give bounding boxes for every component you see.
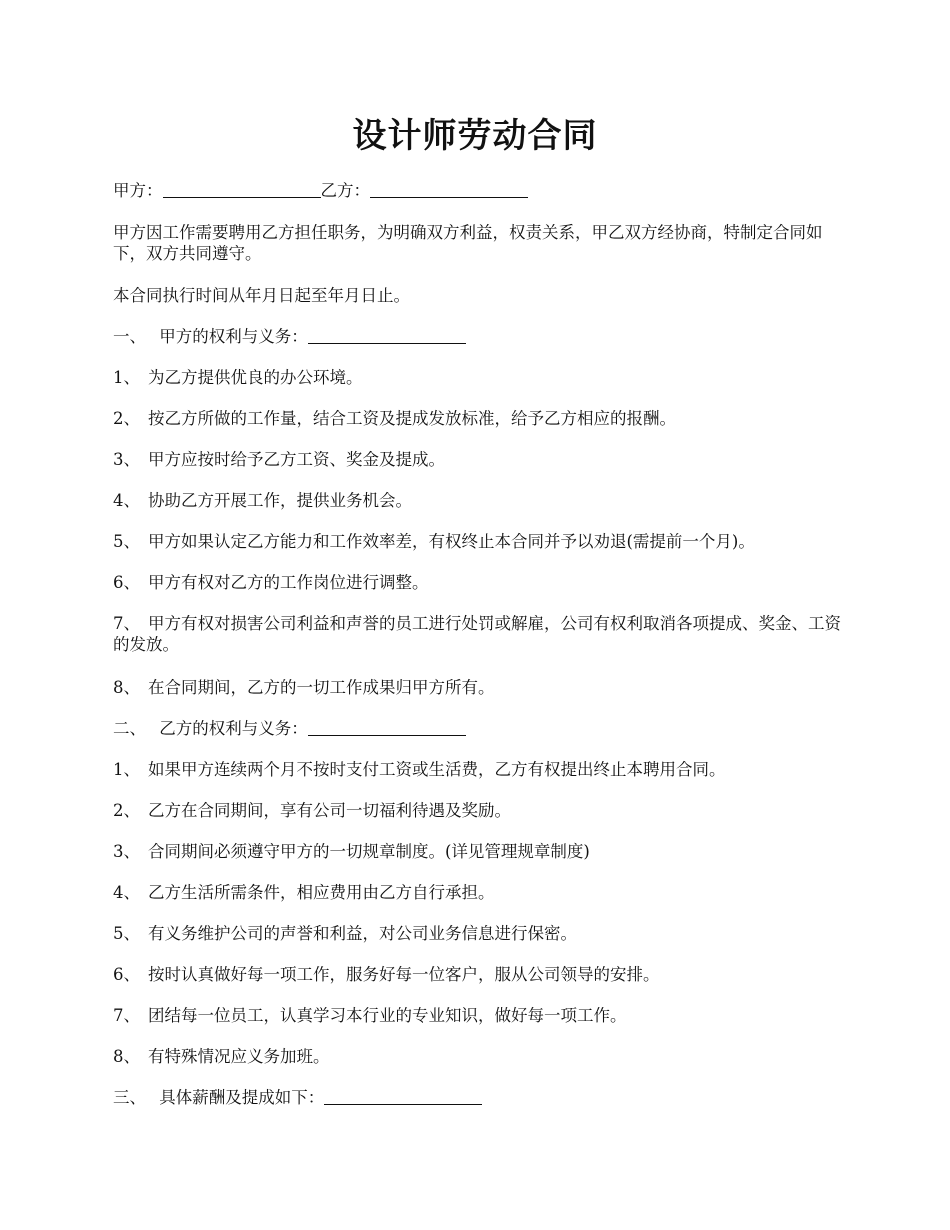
section2-item-8	[113, 1046, 843, 1067]
section3-blank	[324, 1088, 482, 1105]
section2-heading-num: 二、	[113, 719, 146, 738]
intro-paragraph: 甲方因工作需要聘用乙方担任职务，为明确双方利益，权责关系，甲乙双方经协商，特制定合同如下，双方共同遵守。	[113, 223, 823, 263]
party-b-blank	[370, 181, 528, 198]
section2-heading	[113, 718, 843, 739]
item-number: 1、	[113, 760, 140, 779]
section1-heading-num: 一、	[113, 327, 146, 346]
party-a-label: 甲方：	[113, 181, 163, 200]
item-text: 甲方如果认定乙方能力和工作效率差，有权终止本合同并予以劝退(需提前一个月)。	[148, 532, 755, 551]
item-text: 按时认真做好每一项工作，服务好每一位客户，服从公司领导的安排。	[148, 965, 660, 984]
section3-heading-text: 具体薪酬及提成如下：	[159, 1088, 325, 1107]
item-text: 乙方在合同期间，享有公司一切福利待遇及奖励。	[148, 801, 511, 820]
section1-item-4	[113, 490, 843, 511]
item-text: 有义务维护公司的声誉和利益，对公司业务信息进行保密。	[148, 924, 577, 943]
item-number: 6、	[113, 965, 140, 984]
item-text: 甲方有权对损害公司利益和声誉的员工进行处罚或解雇，公司有权利取消各项提成、奖金、工资的发放。	[113, 614, 841, 654]
term-paragraph: 本合同执行时间从年月日起至年月日止。	[113, 286, 410, 305]
section1-blank	[308, 327, 466, 344]
item-text: 为乙方提供优良的办公环境。	[148, 368, 363, 387]
item-text: 甲方有权对乙方的工作岗位进行调整。	[148, 573, 429, 592]
item-number: 3、	[113, 450, 140, 469]
item-text: 甲方应按时给予乙方工资、奖金及提成。	[148, 450, 445, 469]
section1-item-8	[113, 677, 843, 698]
item-number: 5、	[113, 532, 140, 551]
section1-item-2	[113, 408, 843, 429]
item-text: 团结每一位员工，认真学习本行业的专业知识，做好每一项工作。	[148, 1006, 627, 1025]
section1-heading	[113, 326, 843, 347]
item-number: 3、	[113, 842, 140, 861]
section2-heading-text: 乙方的权利与义务：	[159, 719, 308, 738]
item-number: 4、	[113, 883, 140, 902]
item-text: 按乙方所做的工作量，结合工资及提成发放标准，给予乙方相应的报酬。	[148, 409, 676, 428]
section1-item-7	[113, 613, 843, 655]
section1-item-3	[113, 449, 843, 470]
item-number: 1、	[113, 368, 140, 387]
section2-item-2	[113, 800, 843, 821]
item-text: 协助乙方开展工作，提供业务机会。	[148, 491, 412, 510]
item-number: 5、	[113, 924, 140, 943]
item-number: 7、	[113, 614, 140, 633]
item-text: 在合同期间，乙方的一切工作成果归甲方所有。	[148, 678, 495, 697]
section3-heading-num: 三、	[113, 1088, 146, 1107]
section2-item-1	[113, 759, 843, 780]
section2-item-3	[113, 841, 843, 862]
item-text: 合同期间必须遵守甲方的一切规章制度。(详见管理规章制度)	[148, 842, 590, 861]
item-number: 8、	[113, 1047, 140, 1066]
item-number: 6、	[113, 573, 140, 592]
section1-item-6	[113, 572, 843, 593]
party-b-label: 乙方：	[320, 181, 370, 200]
section2-item-7	[113, 1005, 843, 1026]
section2-item-5	[113, 923, 843, 944]
section1-heading-text: 甲方的权利与义务：	[159, 327, 308, 346]
section1-item-1	[113, 367, 843, 388]
section2-item-6	[113, 964, 843, 985]
item-text: 如果甲方连续两个月不按时支付工资或生活费，乙方有权提出终止本聘用合同。	[148, 760, 726, 779]
document-title: 设计师劳动合同	[352, 116, 598, 156]
item-number: 2、	[113, 801, 140, 820]
section2-item-4	[113, 882, 843, 903]
parties-line	[113, 180, 843, 201]
item-number: 2、	[113, 409, 140, 428]
item-number: 8、	[113, 678, 140, 697]
item-text: 乙方生活所需条件，相应费用由乙方自行承担。	[148, 883, 495, 902]
item-number: 7、	[113, 1006, 140, 1025]
party-a-blank	[163, 181, 321, 198]
item-text: 有特殊情况应义务加班。	[148, 1047, 330, 1066]
section1-item-5	[113, 531, 843, 552]
section3-heading	[113, 1087, 843, 1108]
section2-blank	[308, 719, 466, 736]
item-number: 4、	[113, 491, 140, 510]
